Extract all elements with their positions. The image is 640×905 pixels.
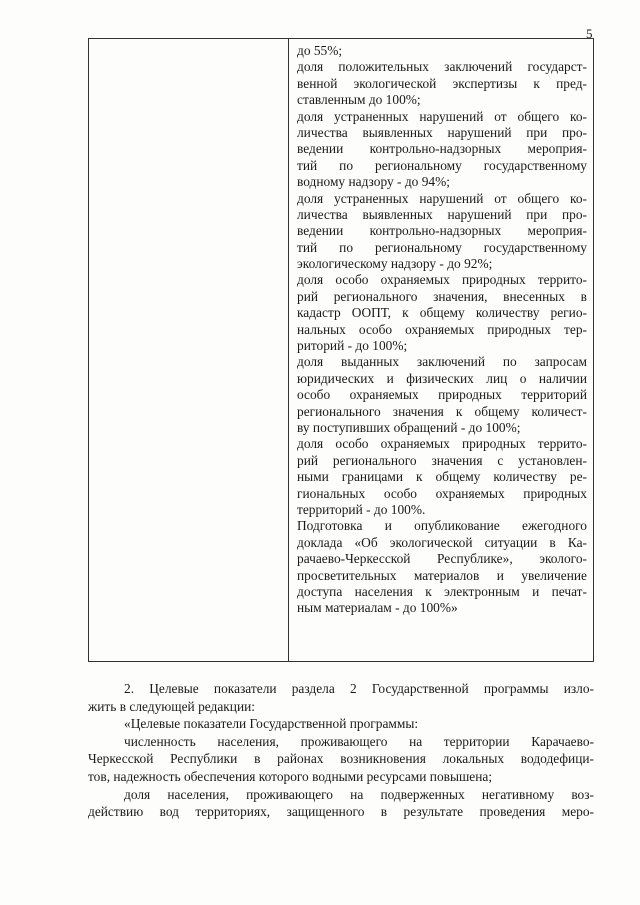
table-cell-line: рачаево-Черкесской Республике», эколого- [297, 551, 587, 567]
table-cell-line: доступа населения к электронным и печат- [297, 583, 587, 599]
table-cell-line: нальных особо охраняемых природных тер- [297, 321, 587, 337]
table-cell-line: доля устраненных нарушений от общего ко- [297, 108, 587, 124]
body-text [88, 680, 594, 821]
table-cell-line: личества выявленных нарушений при про- [297, 124, 587, 140]
paragraph-line: действию вод территориях, защищенного в результате проведения меро- [88, 804, 594, 820]
paragraph-line: численность населения, проживающего на территории Карачаево- [124, 733, 594, 749]
table-cell-line: Подготовка и опубликование ежегодного [297, 518, 587, 534]
table-cell-line: доля положительных заключений государст- [297, 59, 587, 75]
paragraph-line: Черкесской Республики в районах возникновения локальных вододефици- [88, 751, 594, 767]
table-cell-line: доля устраненных нарушений от общего ко- [297, 190, 587, 206]
table-cell-line: доклада «Об экологической ситуации в Ка- [297, 534, 587, 550]
table-left-column [89, 39, 289, 661]
table-cell-line: кадастр ООПТ, к общему количеству регио- [297, 305, 587, 321]
table-cell-line: ными границами к общему количеству ре- [297, 469, 587, 485]
table-cell-line: просветительных материалов и увеличение [297, 567, 587, 583]
table-cell-line: доля особо охраняемых природных террито- [297, 436, 587, 452]
paragraph-line: доля населения, проживающего на подверженных негативному воз- [124, 786, 594, 802]
table-right-column [289, 39, 593, 661]
table-cell-line: гиональных особо охраняемых природных [297, 485, 587, 501]
table-cell-line: юридических и физических лиц о наличии [297, 370, 587, 386]
table-cell-line: тий по региональному государственному [297, 157, 587, 173]
paragraph-line: жить в следующей редакции: [88, 698, 256, 714]
table-cell-line: риторий - до 100%; [297, 338, 408, 354]
table-cell-line: водному надзору - до 94%; [297, 174, 450, 190]
table-cell-line: ставленным до 100%; [297, 92, 421, 108]
paragraph-line: 2. Целевые показатели раздела 2 Государственной программы изло- [124, 681, 594, 696]
table-cell-line: экологическому надзору - до 92%; [297, 256, 493, 272]
table-cell-line: ву поступивших обращений - до 100%; [297, 419, 521, 435]
table-cell-line: регионального значения к общему количест- [297, 403, 587, 419]
table-cell-line: доля особо охраняемых природных террито- [297, 272, 587, 288]
paragraph-line: тов, надежность обеспечения которого водными ресурсами повышена; [88, 768, 493, 784]
table-cell-line: венной экологической экспертизы к пред- [297, 75, 587, 91]
table-cell-line: тий по региональному государственному [297, 239, 587, 255]
indicators-table [88, 38, 594, 662]
table-cell-line: рий регионального значения, внесенных в [297, 288, 587, 304]
page-number: 5 [586, 26, 593, 41]
paragraph-line: «Целевые показатели Государственной программы: [124, 716, 419, 732]
table-cell-line: до 55%; [297, 43, 343, 58]
table-cell-line: территорий - до 100%. [297, 501, 426, 517]
table-cell-line: ведении контрольно-надзорных мероприя- [297, 223, 587, 239]
table-cell-line: доля выданных заключений по запросам [297, 354, 587, 370]
table-cell-line: особо охраняемых природных территорий [297, 387, 587, 403]
table-cell-line: рий регионального значения с установлен- [297, 452, 587, 468]
table-cell-line: личества выявленных нарушений при про- [297, 206, 587, 222]
table-cell-line: ным материалам - до 100%» [297, 600, 458, 616]
table-cell-line: ведении контрольно-надзорных мероприя- [297, 141, 587, 157]
